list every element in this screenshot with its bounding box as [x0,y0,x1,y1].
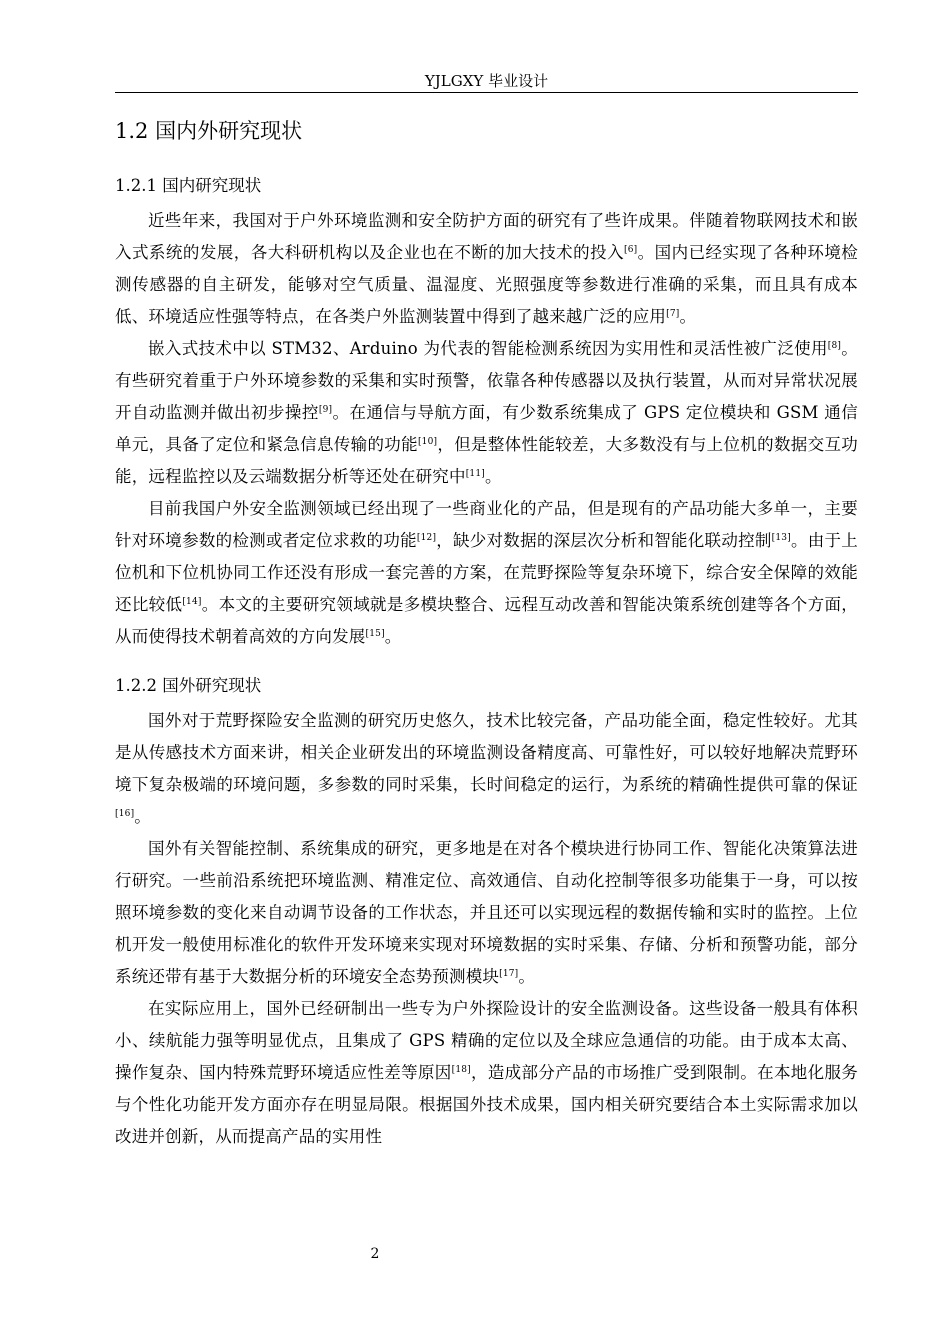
citation-ref: [15] [365,629,385,639]
paragraph-text: 国外有关智能控制、系统集成的研究，更多地是在对各个模块进行协同工作、智能化决策算法进行研究。一些前沿系统把环境监测、精准定位、高效通信、自动化控制等很多功能集于一身，可以按照环境参数的变化来自动调节设备的工作状态，并且还可以实现远程的数据传输和实时的监控。上位机开发一般使用标准化的软件开发环境来实现对环境数据的实时采集、存储、分析和预警功能，部分系统还带有基于大数据分析的环境安全态势预测模块 [115,839,858,986]
paragraph-text: ，但是整体性能较差，大多数没有与上位机的数据交互功能，远程监控以及云端数据分析等还处在研究中 [115,435,858,486]
page-content [115,111,858,1153]
paragraph-text: 在实际应用上，国外已经研制出一些专为户外探险设计的安全监测设备。这些设备一般具有体积小、续航能力强等明显优点，且集成了 GPS 精确的定位以及全球应急通信的功能。由于成本太高、操作复杂、国内特殊荒野环境适应性差等原因 [115,999,858,1082]
section-title: 1.2 国内外研究现状 [115,119,303,143]
page-number: 2 [370,1246,380,1262]
paragraph-text: 近些年来，我国对于户外环境监测和安全防护方面的研究有了些许成果。伴随着物联网技术和嵌入式系统的发展，各大科研机构以及企业也在不断的加大技术的投入 [115,211,858,262]
citation-ref: [17] [499,969,519,979]
paragraph-text: 。 [384,627,402,646]
paragraph-text: 。 [518,967,536,986]
paragraph-text: 。 [679,307,697,326]
citation-ref: [9] [318,405,333,415]
paragraph-text: 。在通信与导航方面，有少数系统集成了 GPS 定位模块和 GSM 通信单元，具备了定位和紧急信息传输的功能 [115,403,858,454]
page-header: YJLGXY 毕业设计 [424,72,549,90]
paragraph-text: 。由于上位机和下位机协同工作还没有形成一套完善的方案，在荒野探险等复杂环境下，综合安全保障的效能还比较低 [115,531,859,614]
paragraph-text: ，缺少对数据的深层次分析和智能化联动控制 [436,531,772,550]
paragraph-text: 。有些研究着重于户外环境参数的采集和实时预警，依靠各种传感器以及执行装置，从而对异常状况展开自动监测并做出初步操控 [115,339,859,422]
citation-ref: [6] [624,245,638,255]
paragraph-text: 。国内已经实现了各种环境检测传感器的自主研发，能够对空气质量、温湿度、光照强度等参数进行准确的采集，而且具有成本低、环境适应性强等特点，在各类户外监测装置中得到了越来越广泛的应用 [115,243,858,326]
citation-ref: [8] [827,341,842,351]
subsections [115,171,858,1153]
paragraph-text: 嵌入式技术中以 STM32、Arduino 为代表的智能检测系统因为实用性和灵活性被广泛使用 [148,339,828,358]
subsection-title: 1.2.1 国内研究现状 [115,176,262,195]
citation-ref: [16] [115,809,135,819]
paragraph-text: ，造成部分产品的市场推广受到限制。在本地化服务与个性化功能开发方面亦存在明显局限。根据国外技术成果，国内相关研究要结合本土实际需求加以改进并创新，从而提高产品的实用性 [115,1063,858,1146]
body-paragraph [115,205,858,333]
body-paragraph [115,833,858,993]
paragraph-text: 。本文的主要研究领域就是多模块整合、远程互动改善和智能决策系统创建等各个方面，从而使得技术朝着高效的方向发展 [115,595,858,646]
citation-ref: [14] [182,597,202,607]
paragraph-text: 。 [484,467,502,486]
body-paragraph [115,333,858,493]
citation-ref: [7] [666,309,680,319]
body-paragraph [115,705,858,833]
citation-ref: [12] [416,533,437,543]
paragraph-text: 目前我国户外安全监测领域已经出现了一些商业化的产品，但是现有的产品功能大多单一，主要针对环境参数的检测或者定位求救的功能 [115,499,858,550]
body-paragraph [115,993,858,1153]
paragraph-text: 。 [134,807,151,826]
body-paragraph [115,493,858,653]
citation-ref: [13] [771,533,791,543]
header-rule [115,92,858,93]
citation-ref: [10] [417,437,438,447]
subsection-title: 1.2.2 国外研究现状 [115,676,262,695]
citation-ref: [11] [465,469,485,479]
citation-ref: [18] [451,1065,471,1075]
paragraph-text: 国外对于荒野探险安全监测的研究历史悠久，技术比较完备，产品功能全面，稳定性较好。尤其是从传感技术方面来讲，相关企业研发出的环境监测设备精度高、可靠性好，可以较好地解决荒野环境下复杂极端的环境问题，多参数的同时采集，长时间稳定的运行，为系统的精确性提供可靠的保证 [115,711,858,794]
